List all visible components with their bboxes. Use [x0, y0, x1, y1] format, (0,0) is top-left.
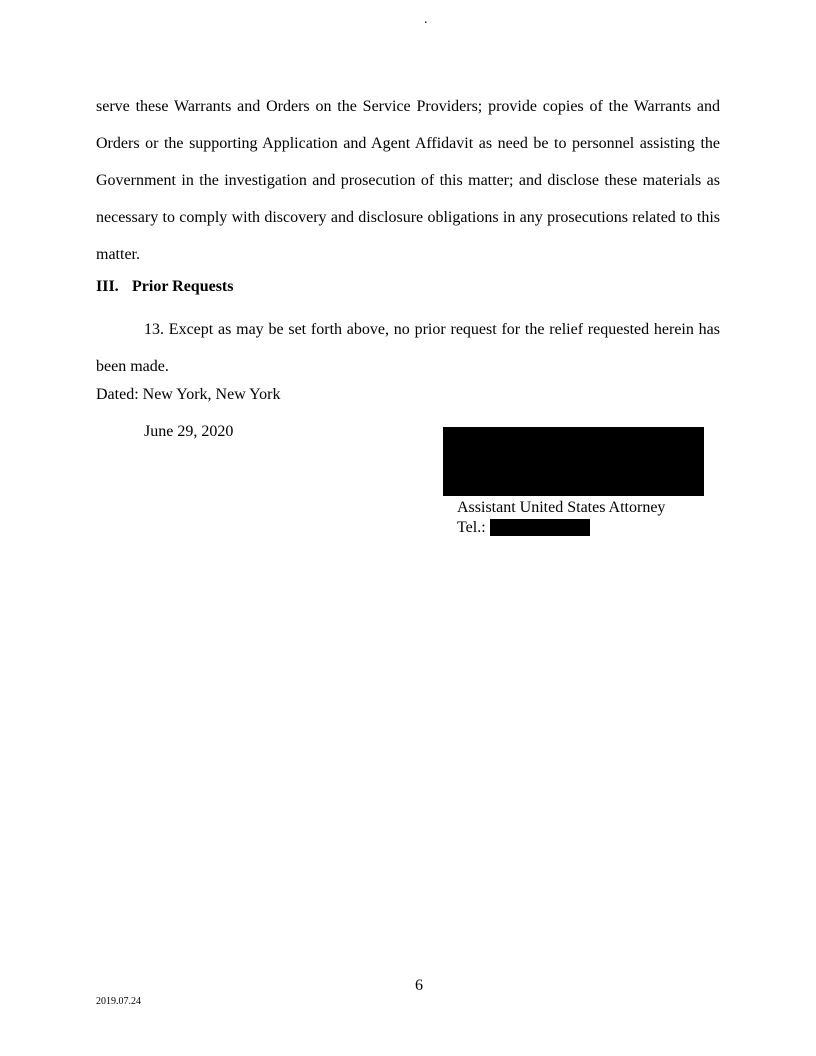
telephone-line: [457, 518, 590, 538]
footer-code: 2019.07.24: [96, 996, 141, 1007]
date: June 29, 2020: [144, 423, 234, 440]
paragraph-2: 13. Except as may be set forth above, no prior request for the relief requested herein has been made.: [96, 321, 720, 375]
top-mark: .: [424, 12, 428, 27]
section-heading: [96, 278, 233, 296]
section-number: III.: [96, 278, 119, 295]
dated-line: Dated: New York, New York: [96, 386, 281, 403]
page-number: 6: [415, 977, 423, 994]
redacted-telephone: [490, 519, 590, 536]
redacted-signature-block: [443, 427, 704, 496]
tel-label: Tel.:: [457, 519, 486, 536]
signer-title: Assistant United States Attorney: [457, 499, 666, 516]
paragraph-1: serve these Warrants and Orders on the Service Providers; provide copies of the Warrants and Orders or the supporting Application and Agent Affidavit as need be to personnel assisting the Government in the investigation and prosecution of this matter; and disclose these materials as necessary to comply with discovery and disclosure obligations in any prosecutions related to this matter.: [96, 98, 720, 263]
section-title: Prior Requests: [132, 278, 234, 295]
